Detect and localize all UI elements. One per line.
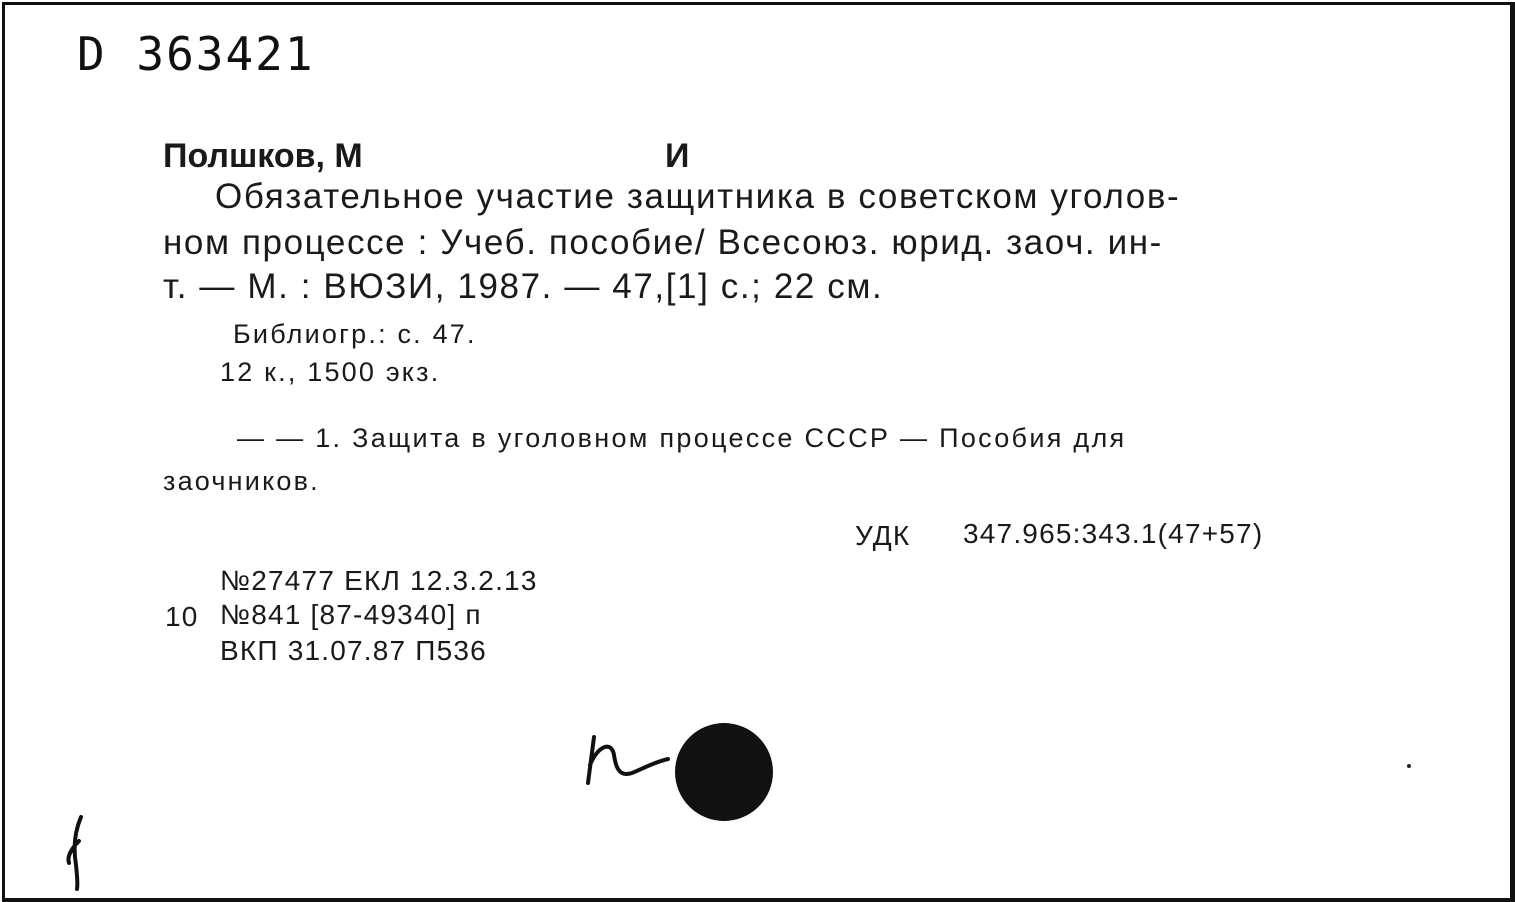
catalog-line-2: №841 [87-49340] п <box>220 599 482 630</box>
subject-line-1: — — 1. Защита в уголовном процессе СССР — Пособия для <box>237 423 1127 453</box>
udc-label: УДК <box>855 520 911 551</box>
catalog-count: 10 <box>165 601 199 632</box>
speck-icon <box>1403 761 1415 771</box>
catalog-line-3: ВКП 31.07.87 П536 <box>220 635 487 666</box>
author-initial: И <box>665 137 690 175</box>
udc-value: 347.965:343.1(47+57) <box>963 518 1264 549</box>
catalog-line-1: №27477 ЕКЛ 12.3.2.13 <box>220 565 538 596</box>
title-line-3: т. — М. : ВЮЗИ, 1987. — 47,[1] с.; 22 см. <box>163 267 884 306</box>
note-price-copies: 12 к., 1500 экз. <box>220 357 441 387</box>
title-line-1: Обязательное участие защитника в советском уголов- <box>215 177 1181 216</box>
handwritten-call-number: D 363421 <box>77 27 315 81</box>
title-line-2: ном процессе : Учеб. пособие/ Всесоюз. юрид. заоч. ин- <box>163 223 1163 262</box>
punched-dot-icon <box>675 723 773 821</box>
handwritten-stroke-icon <box>60 813 95 893</box>
catalog-card <box>2 2 1515 902</box>
note-bibliography: Библиогр.: с. 47. <box>233 319 477 349</box>
handwritten-mark-icon <box>580 725 680 795</box>
author-surname: Полшков, М <box>163 137 363 175</box>
subject-line-2: заочников. <box>163 466 320 496</box>
